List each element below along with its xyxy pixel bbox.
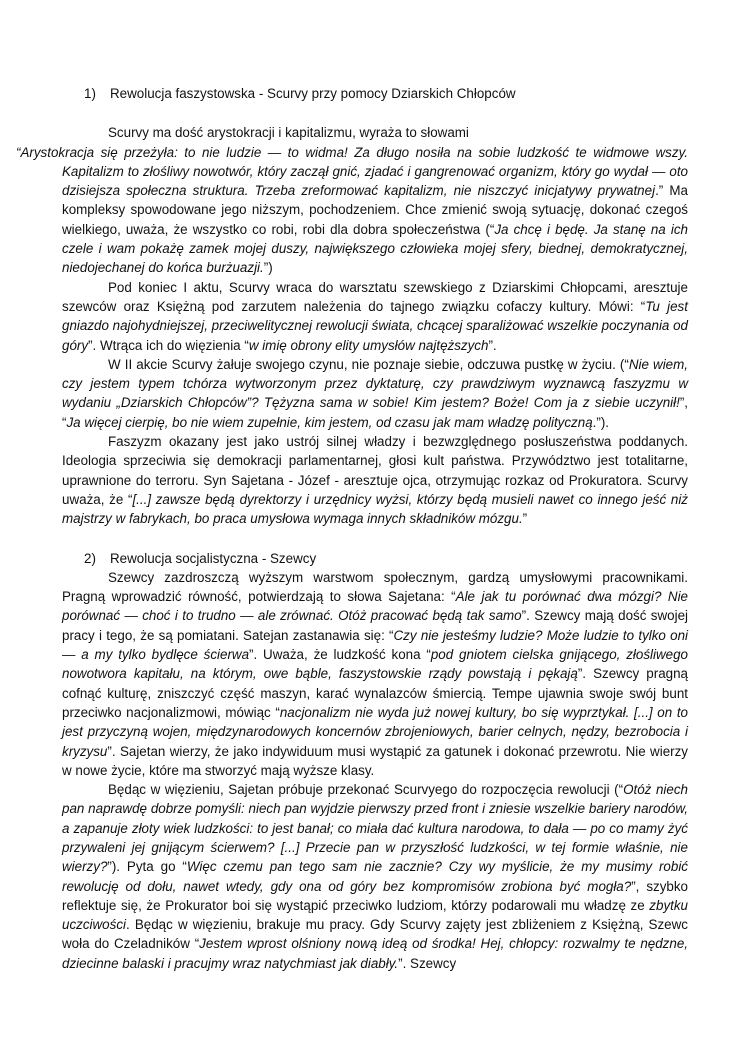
quote: Jestem wprost olśniony nową ideą od środka! Hej, chłopcy: rozwalmy te nędzne, dziecinne balaski i pracujmy wraz natychmiast jak diabły.: [62, 936, 688, 971]
section-2-paragraph-2: [62, 780, 688, 973]
section-2-paragraph-1: [62, 568, 688, 780]
section-1-number: 1): [84, 86, 96, 101]
quote: [...] zawsze będą dyrektorzy i urzędnicy wyżsi, którzy będą musieli nawet co innego jeść niż majstrzy w fabrykach, bo praca umysłowa wymaga innych składników mózgu.: [62, 491, 688, 527]
quote: Tu jest gniazdo najohydniejszej, przeciwelitycznej rewolucji świata, chcącej sparaliżować wszelkie poczynania od góry: [62, 298, 688, 353]
text: Będąc w więzieniu, Sajetan próbuje przekonać Scurvyego do rozpoczęcia rewolucji (“: [108, 782, 624, 798]
quote: zbytku uczciwości: [62, 897, 688, 933]
quote: Ja więcej cierpię, bo nie wiem zupełnie, kim jestem, od czasu jak mam władzę polityczną: [66, 414, 593, 430]
section-1-paragraph-3: [62, 355, 688, 432]
text: ”. Uważa, że ludzkość kona “: [249, 647, 431, 663]
text: ”. Szewcy: [398, 955, 457, 971]
section-1-title: Rewolucja faszystowska - Scurvy przy pomocy Dziarskich Chłopców: [110, 86, 516, 101]
text: W II akcie Scurvy żałuje swojego czynu, nie poznaje siebie, odczuwa pustkę w życiu. (“: [108, 356, 629, 372]
section-1-paragraph-2: [62, 278, 688, 355]
quote: Ja chcę i będę. Ja stanę na ich czele i wam pokażę zamek mojej duszy, największego człowieka mojej sfery, biednej, demokratycznej, niedojechanej do końca burżuazji.: [62, 221, 688, 276]
text: ”, “: [62, 395, 688, 430]
quote: Ale jak tu porównać dwa mózgi? Nie porównać — choć i to trudno — ale zrównać. Otóż pracować będą tak samo: [62, 589, 688, 624]
text: .” Ma kompleksy spowodowane jego niższym, pochodzeniem. Chce zmienić swoją sytuację, dokonać czegoś wielkiego, uważa, że wszystko co robi, robi dla dobra społeczeństwa (“: [62, 183, 688, 237]
text: ”. Sajetan wierzy, że jako indywiduum musi wystąpić za gatunek i dokonać przewrotu. Nie wierzy w nowe życie, które ma stworzyć mają wyższe klasy.: [62, 743, 688, 778]
quote: w imię obrony elity umysłów najtęższych: [248, 337, 489, 353]
quote: Nie wiem, czy jestem typem tchórza wytworzonym przez dyktaturę, czy prawdziwym wyznawcą faszyzmu w wydaniu „Dziarskich Chłopców”? Tężyzna sama w sobie! Kim jestem? Boże! Com ja z siebie uczynił!: [62, 356, 688, 411]
quote: pod gniotem cielska gnijącego, złośliwego nowotwora kapitału, na którym, owe bąble, faszystowskie rządy powstają i pękają: [62, 647, 688, 682]
section-1-heading: [84, 84, 688, 103]
quote: Czy nie jesteśmy ludzie? Może ludzie to tylko oni — a my tylko bydlęce ścierwa: [62, 627, 688, 663]
text: ”, szybko reflektuje się, że Prokurator boi się wystąpić przeciwko ludziom, którzy podarowali mu władzę ze: [62, 878, 689, 913]
text: ”. Szewcy pragną cofnąć kulturę, zniszczyć część maszyn, karać wynalazców śmiercią. Tempe ujawnia swoje swój bunt przeciwko nacjonalizmowi, mówiąc “: [62, 666, 688, 720]
text: ”: [522, 511, 528, 527]
text: ”.: [488, 337, 497, 353]
section-1-paragraph-4: [62, 432, 688, 528]
quote: nacjonalizm nie wyda już nowej kultury, bo się wyprztykał. [...] on to jest przyczyną wojen, międzynarodowych koncernów zbrojeniowych, barier celnych, nędzy, bezrobocia i kryzysu: [62, 704, 688, 759]
section-2-number: 2): [84, 550, 96, 566]
section-2-heading: [84, 549, 688, 568]
quote: Otóż niech pan naprawdę dobrze pomyśli: niech pan wyjdzie pierwszy przed front i zniesie wszelkie bariery narodów, a zapanuje złoty wiek ludzkości: to jest banał; co miała dać kultura narodowa, to dała — po co mamy żyć przywaleni jej gnijącym ścierwem? [...] Przecie pan w przyszłość ludzkości, w tej formie właśnie, nie wierzy?: [62, 782, 688, 875]
text: . Będąc w więzieniu, brakuje mu pracy. Gdy Scurvy zajęty jest zbliżeniem z Księżną, Szewc woła do Czeladników “: [62, 917, 688, 952]
text: ”). Pyta go “: [107, 859, 187, 875]
section-2-title: Rewolucja socjalistyczna - Szewcy: [110, 550, 317, 566]
section-1-paragraph-1: [16, 123, 688, 277]
text: ”): [263, 260, 273, 276]
quote: “Arystokracja się przeżyła: to nie ludzie — to widma! Za długo nosiła na sobie ludzkość te widmowe wszy. Kapitalizm to złośliwy nowotwór, który zaczął gnić, zjadać i gangrenować organizm, który go wydał — oto dzisiejsza społeczna struktura. Trzeba zreformować kapitalizm, nie niszczyć inicjatywy prywatnej: [16, 144, 688, 199]
text: ”. Wtrąca ich do więzienia “: [88, 337, 249, 353]
text: Pod koniec I aktu, Scurvy wraca do warsztatu szewskiego z Dziarskimi Chłopcami, aresztuje szewców oraz Księżną pod zarzutem należenia do tajnego związku cofaczy kultury. Mówi: “: [62, 279, 688, 314]
text: Szewcy zazdroszczą wyższym warstwom społecznym, gardzą umysłowymi pracownikami. Pragną wprowadzić równość, potwierdzają to słowa Sajetana: “: [62, 569, 688, 605]
quote: Więc czemu pan tego sam nie zacznie? Czy wy myślicie, że my musimy robić rewolucję od dołu, nawet wtedy, gdy ona od góry bez kompromisów zrobiona być mogła?: [62, 859, 688, 894]
text: Scurvy ma dość arystokracji i kapitalizmu, wyraża to słowami: [108, 125, 469, 141]
text: ”. Szewcy mają dość swojej pracy i tego, że są pomiatani. Satejan zastanawia się: “: [62, 608, 688, 643]
text: Faszyzm okazany jest jako ustrój silnej władzy i bezwzględnego posłuszeństwa poddanych. Ideologia sprzeciwia się demokracji parlamentarnej, głosi kult państwa. Przywództwo jest totalitarne, uprawnione do terroru. Syn Sajetana - Józef - aresztuje ojca, otrzymując rozkaz od Prokuratora. Scurvy uważa, że “: [62, 434, 688, 507]
text: .”).: [592, 414, 610, 430]
